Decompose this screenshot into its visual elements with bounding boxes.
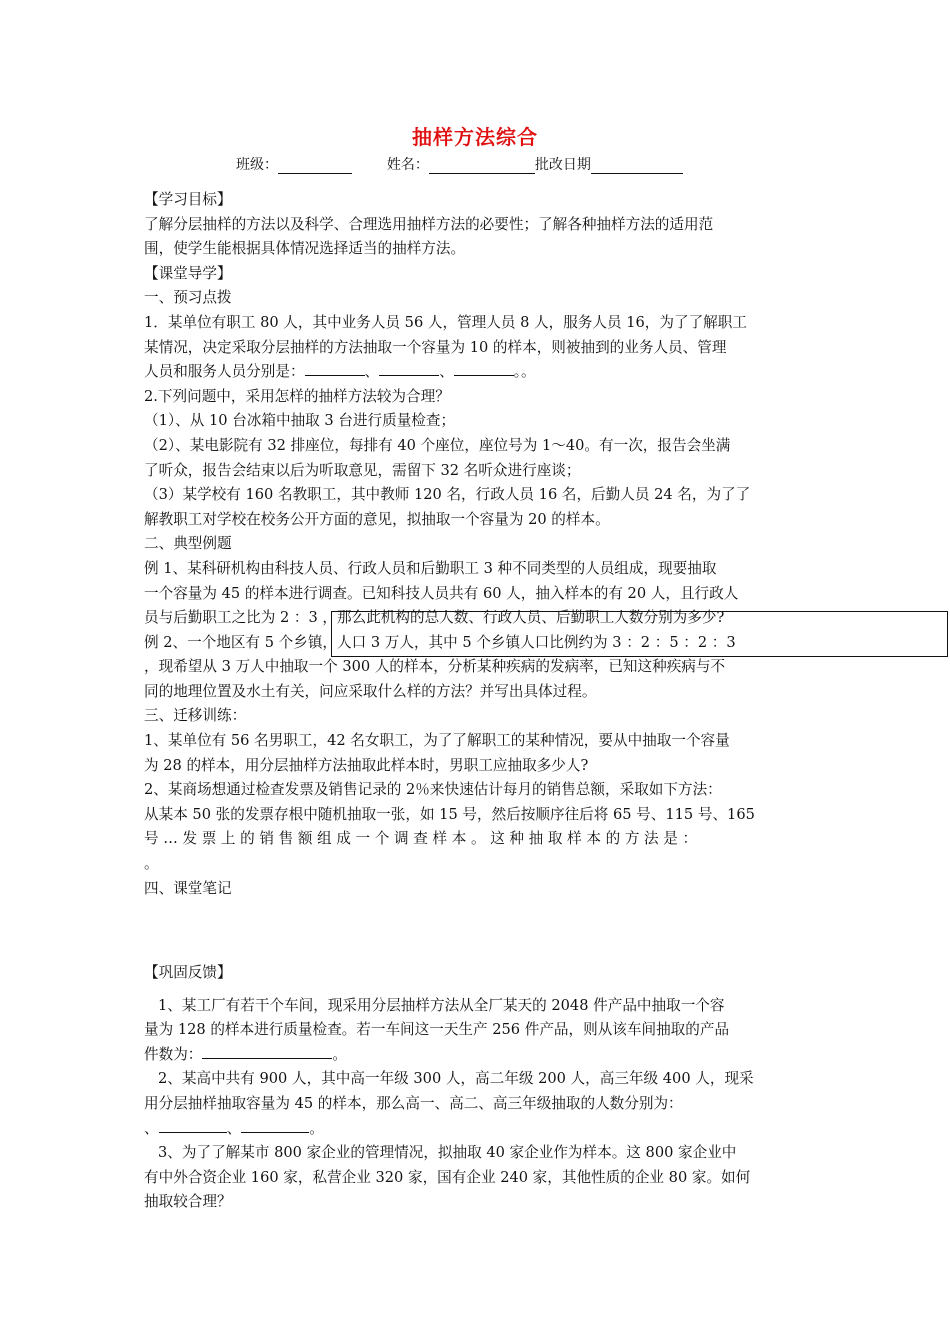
feedback-section [144,961,809,1215]
f2-sep-2: 、 [226,1119,242,1137]
f1-blank [202,1043,332,1059]
preview-heading: 一、预习点拨 [144,289,232,307]
q2-part-2-line-2: 了听众，报告会结束以后为听取意见，需留下 32 名听众进行座谈； [144,461,581,479]
class-label: 班级： [236,157,278,173]
f3-line-2: 有中外合资企业 160 家，私营企业 320 家，国有企业 240 家，其他性质的企业 80 家。如何 [144,1168,751,1186]
q1-line-1: 1．某单位有职工 80 人，其中业务人员 56 人，管理人员 8 人，服务人员 16，为了了解职工 [144,313,747,331]
f2-line-3 [144,1117,809,1142]
transfer-heading: 三、迁移训练： [144,707,247,725]
goal-text-1: 了解分层抽样的方法以及科学、合理选用抽样方法的必要性；了解各种抽样方法的适用范 [144,215,714,233]
q2-line-1: 2.下列问题中，采用怎样的抽样方法较为合理？ [144,387,450,405]
page-title: 抽样方法综合 [412,125,538,149]
ex2-line-1: 例 2、一个地区有 5 个乡镇，人口 3 万人，其中 5 个乡镇人口比例约为 3 ：2 ：5 ：2 ：3 [144,633,736,651]
q1-blank-2 [379,360,439,376]
f1-end: 。 [332,1045,347,1063]
guide-heading: 【课堂导学】 [144,264,232,282]
goal-heading: 【学习目标】 [144,191,232,208]
feedback-heading: 【巩固反馈】 [144,964,232,981]
f2-end: 。 [309,1119,324,1137]
class-blank [278,159,352,174]
examples-heading: 二、典型例题 [144,535,232,553]
name-blank [429,159,535,174]
t2-line-1: 2、某商场想通过检查发票及销售记录的 2％来快速估计每月的销售总额，采取如下方法： [144,781,722,799]
ex2-line-2: ，现希望从 3 万人中抽取一个 300 人的样本，分析某种疾病的发病率，已知这种疾病与不 [144,658,726,676]
f3-line-1: 3、为了了解某市 800 家企业的管理情况，拟抽取 40 家企业作为样本。这 800 家企业中 [158,1144,737,1162]
q1-blank-1 [305,360,365,376]
ex1-line-1: 例 1、某科研机构由科技人员、行政人员和后勤职工 3 种不同类型的人员组成，现要抽取 [144,559,717,577]
f2-sep-1: 、 [144,1119,159,1137]
f2-line-1: 2、某高中共有 900 人，其中高一年级 300 人，高二年级 200 人，高三年级 400 人，现采 [158,1070,754,1088]
ex1-line-2: 一个容量为 45 的样本进行调查。已知科技人员共有 60 人，抽入样本的有 20 人，且行政人 [144,584,739,602]
name-label: 姓名： [386,157,429,173]
f2-blank-2 [241,1117,309,1133]
q2-part-3-line-1: （3）某学校有 160 名教职工，其中教师 120 名，行政人员 16 名，后勤人员 24 名，为了了 [144,486,751,504]
q2-part-3-line-2: 解教职工对学校在校务公开方面的意见，拟抽取一个容量为 20 的样本。 [144,510,610,528]
t2-line-3: 号 … 发 票 上 的 销 售 额 组 成 一 个 调 查 样 本 。 这 种 抽 取 样 本 的 方 法 是 ： [144,830,698,848]
overlay-frame [331,611,948,657]
q1-end: 。。 [513,363,536,381]
goal-text-2: 围，使学生能根据具体情况选择适当的抽样方法。 [144,240,466,258]
t2-line-4: 。 [144,855,159,873]
date-label: 批改日期 [534,157,591,173]
t1-line-1: 1、某单位有 56 名男职工，42 名女职工，为了了解职工的某种情况，要从中抽取一个容量 [144,732,730,750]
f3-line-3: 抽取较合理？ [144,1193,232,1211]
f1-line-3 [144,1043,809,1068]
q2-part-1: （1）、从 10 台冰箱中抽取 3 台进行质量检查； [144,412,456,430]
f1-prompt: 件数为： [144,1045,203,1063]
q2-part-2-line-1: （2）、某电影院有 32 排座位，每排有 40 个座位，座位号为 1～40。有一次，报告会坐满 [144,436,731,454]
t2-line-2: 从某本 50 张的发票存根中随机抽取一张，如 15 号，然后按顺序往后将 65 号、115 号、165 [144,805,755,823]
q1-sep-1: 、 [364,363,380,381]
q1-sep-2: 、 [439,363,454,381]
f1-line-1: 1、某工厂有若干个车间，现采用分层抽样方法从全厂某天的 2048 件产品中抽取一个容 [158,996,725,1014]
f1-line-2: 量为 128 的样本进行质量检查。若一车间这一天生产 256 件产品，则从该车间抽取的产品 [144,1021,730,1039]
q1-prompt: 人员和服务人员分别是： [144,363,305,381]
ex2-line-3: 同的地理位置及水土有关，问应采取什么样的方法？并写出具体过程。 [144,682,597,700]
q1-line-2: 某情况，决定采取分层抽样的方法抽取一个容量为 10 的样本，则被抽到的业务人员、管理 [144,338,727,356]
t1-line-2: 为 28 的样本，用分层抽样方法抽取此样本时，男职工应抽取多少人? [144,756,589,774]
notes-heading: 四、课堂笔记 [144,879,232,897]
main-content [144,188,809,901]
ex1-line-3: 员与后勤职工之比为 2 ：3 ，那么此机构的总人数、行政人员、后勤职工人数分别为多少? [144,609,725,627]
q1-line-3 [144,360,809,385]
header-info [236,154,683,174]
date-blank [591,159,683,174]
f2-line-2: 用分层抽样抽取容量为 45 的样本，那么高一、高二、高三年级抽取的人数分别为： [144,1094,683,1112]
f2-blank-1 [159,1117,227,1133]
q1-blank-3 [454,360,514,376]
